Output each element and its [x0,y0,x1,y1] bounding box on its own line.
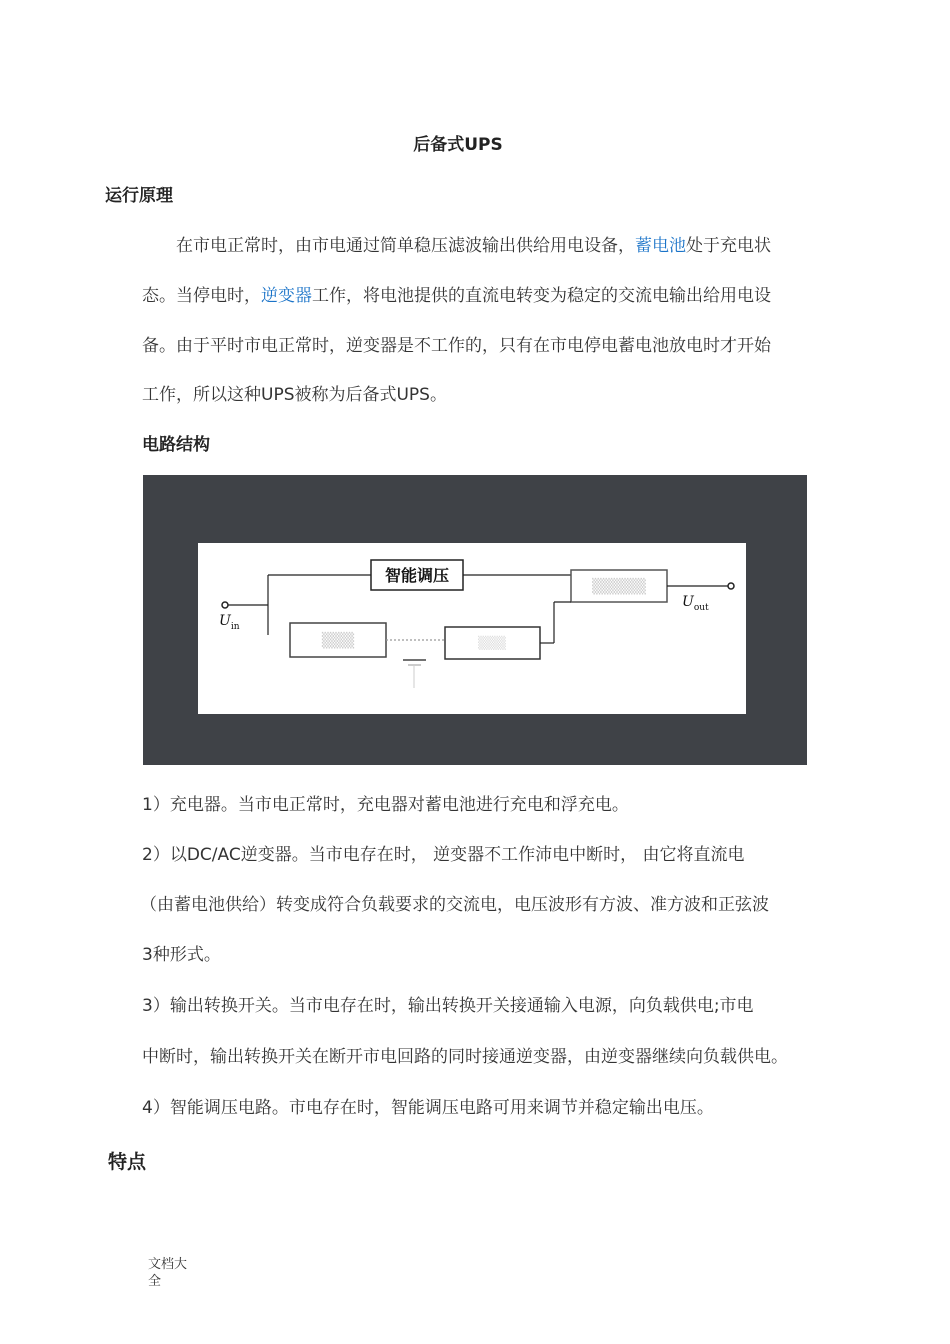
list-item: 3）输出转换开关。当市电存在时，输出转换开关接通输入电源，向负载供电;市电 [142,996,754,1016]
circuit-diagram [143,475,807,765]
paragraph-text: 工作，将电池提供的直流电转变为稳定的交流电输出给用电设 [312,286,771,306]
paragraph-text: 态。当停电时， [142,286,261,306]
paragraph-line: 备。由于平时市电正常时，逆变器是不工作的，只有在市电停电蓄电池放电时才开始 [142,336,771,356]
paragraph-line [176,231,771,256]
list-item: 2）以DC/AC逆变器。当市电存在时， 逆变器不工作沛电中断时， 由它将直流电 [142,845,745,865]
list-item-continued: 中断时，输出转换开关在断开市电回路的同时接通逆变器，由逆变器继续向负载供电。 [142,1047,788,1067]
section-heading-principle: 运行原理 [105,186,173,206]
paragraph-line: 工作，所以这种UPS被称为后备式UPS。 [142,385,447,405]
list-item: 1）充电器。当市电正常时，充电器对蓄电池进行充电和浮充电。 [142,795,629,815]
output-label: $U_{out}$ [682,594,709,613]
circuit-svg [198,543,746,714]
list-item-continued: （由蓄电池供给）转变成符合负载要求的交流电，电压波形有方波、准方波和正弦波 [140,895,769,915]
output-terminal [728,583,734,589]
battery-link[interactable]: 蓄电池 [635,236,686,256]
inverter-block-blurred: ▒▒▒ [478,636,506,650]
circuit-diagram-canvas [198,543,746,714]
list-item: 4）智能调压电路。市电存在时，智能调压电路可用来调节并稳定输出电压。 [142,1098,714,1118]
page-footer: 文档大全 [148,1257,188,1289]
input-terminal [222,602,228,608]
paragraph-text: 在市电正常时，由市电通过简单稳压滤波输出供给用电设备， [176,236,635,256]
list-item-continued: 3种形式。 [142,945,221,965]
charger-block-blurred: ▒▒▒ [321,633,355,649]
paragraph-text: 处于充电状 [686,236,771,256]
section-heading-circuit: 电路结构 [142,435,210,455]
input-label: $U_{in}$ [219,613,240,632]
inverter-link[interactable]: 逆变器 [261,286,312,306]
paragraph-line [142,281,771,306]
regulator-label: 智能调压 [384,566,450,585]
switch-block-blurred: ▒▒▒▒▒ [592,579,646,595]
page-title: 后备式UPS [413,135,503,155]
section-heading-features: 特点 [108,1151,147,1173]
